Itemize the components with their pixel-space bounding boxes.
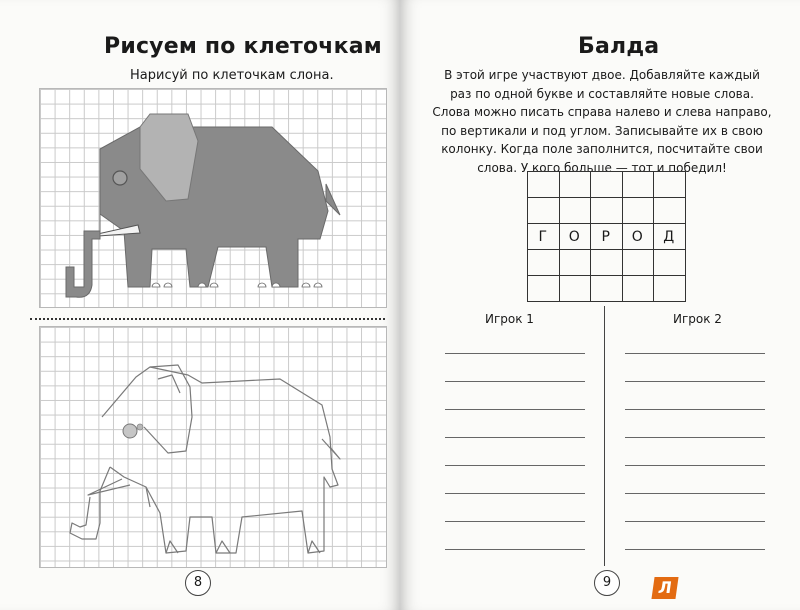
column-divider bbox=[604, 306, 605, 566]
publisher-logo-icon: Л bbox=[651, 577, 678, 599]
grid-letter: О bbox=[623, 224, 655, 250]
grid-cell bbox=[528, 276, 560, 302]
grid-cell bbox=[528, 250, 560, 276]
grid-cell bbox=[654, 276, 686, 302]
grid-letter: Д bbox=[654, 224, 686, 250]
answer-line bbox=[445, 410, 585, 438]
answer-line bbox=[625, 326, 765, 354]
drawing-instruction: Нарисуй по клеточкам слона. bbox=[130, 68, 334, 83]
grid-cell bbox=[591, 276, 623, 302]
grid-cell bbox=[623, 172, 655, 198]
page-number-right: 9 bbox=[594, 570, 620, 596]
grid-cell bbox=[654, 172, 686, 198]
answer-line bbox=[625, 382, 765, 410]
grid-letter: О bbox=[560, 224, 592, 250]
player1-lines bbox=[445, 326, 585, 550]
elephant-sketch-icon bbox=[40, 327, 386, 567]
grid-cell bbox=[623, 250, 655, 276]
grid-cell bbox=[528, 198, 560, 224]
answer-line bbox=[625, 354, 765, 382]
grid-cell bbox=[528, 172, 560, 198]
grid-cell bbox=[560, 172, 592, 198]
player1-label: Игрок 1 bbox=[485, 312, 534, 326]
answer-line bbox=[445, 382, 585, 410]
grid-cell bbox=[623, 276, 655, 302]
left-page-title: Рисуем по клеточкам bbox=[104, 34, 382, 59]
word-grid bbox=[527, 171, 686, 302]
grid-cell bbox=[623, 198, 655, 224]
player2-lines bbox=[625, 326, 765, 550]
grid-cell bbox=[591, 198, 623, 224]
answer-line bbox=[445, 354, 585, 382]
answer-line bbox=[445, 438, 585, 466]
answer-line bbox=[625, 522, 765, 550]
cut-line bbox=[30, 318, 385, 320]
sample-grid bbox=[39, 88, 387, 308]
answer-line bbox=[625, 494, 765, 522]
answer-line bbox=[625, 410, 765, 438]
player2-label: Игрок 2 bbox=[673, 312, 722, 326]
grid-letter: Г bbox=[528, 224, 560, 250]
grid-cell bbox=[654, 198, 686, 224]
grid-cell bbox=[560, 276, 592, 302]
elephant-sample-icon bbox=[40, 89, 386, 307]
grid-cell bbox=[654, 250, 686, 276]
answer-line bbox=[625, 466, 765, 494]
page-number-left: 8 bbox=[185, 570, 211, 596]
answer-line bbox=[445, 494, 585, 522]
grid-cell bbox=[560, 250, 592, 276]
answer-line bbox=[445, 522, 585, 550]
grid-cell bbox=[591, 250, 623, 276]
answer-line bbox=[625, 438, 765, 466]
right-page-title: Балда bbox=[578, 34, 660, 59]
grid-cell bbox=[591, 172, 623, 198]
game-rules-text: В этой игре участвуют двое. Добавляйте каждый раз по одной букве и составляйте новые слова. Слова можно писать справа налево и слева направо, по вертикали и под углом. Записывайте их в свою колонку. Когда поле заполнится, посчитайте свои слова. У кого больше — тот и победил! bbox=[432, 68, 772, 175]
grid-letter: Р bbox=[591, 224, 623, 250]
answer-line bbox=[445, 326, 585, 354]
answer-line bbox=[445, 466, 585, 494]
drawing-grid bbox=[39, 326, 387, 568]
grid-cell bbox=[560, 198, 592, 224]
